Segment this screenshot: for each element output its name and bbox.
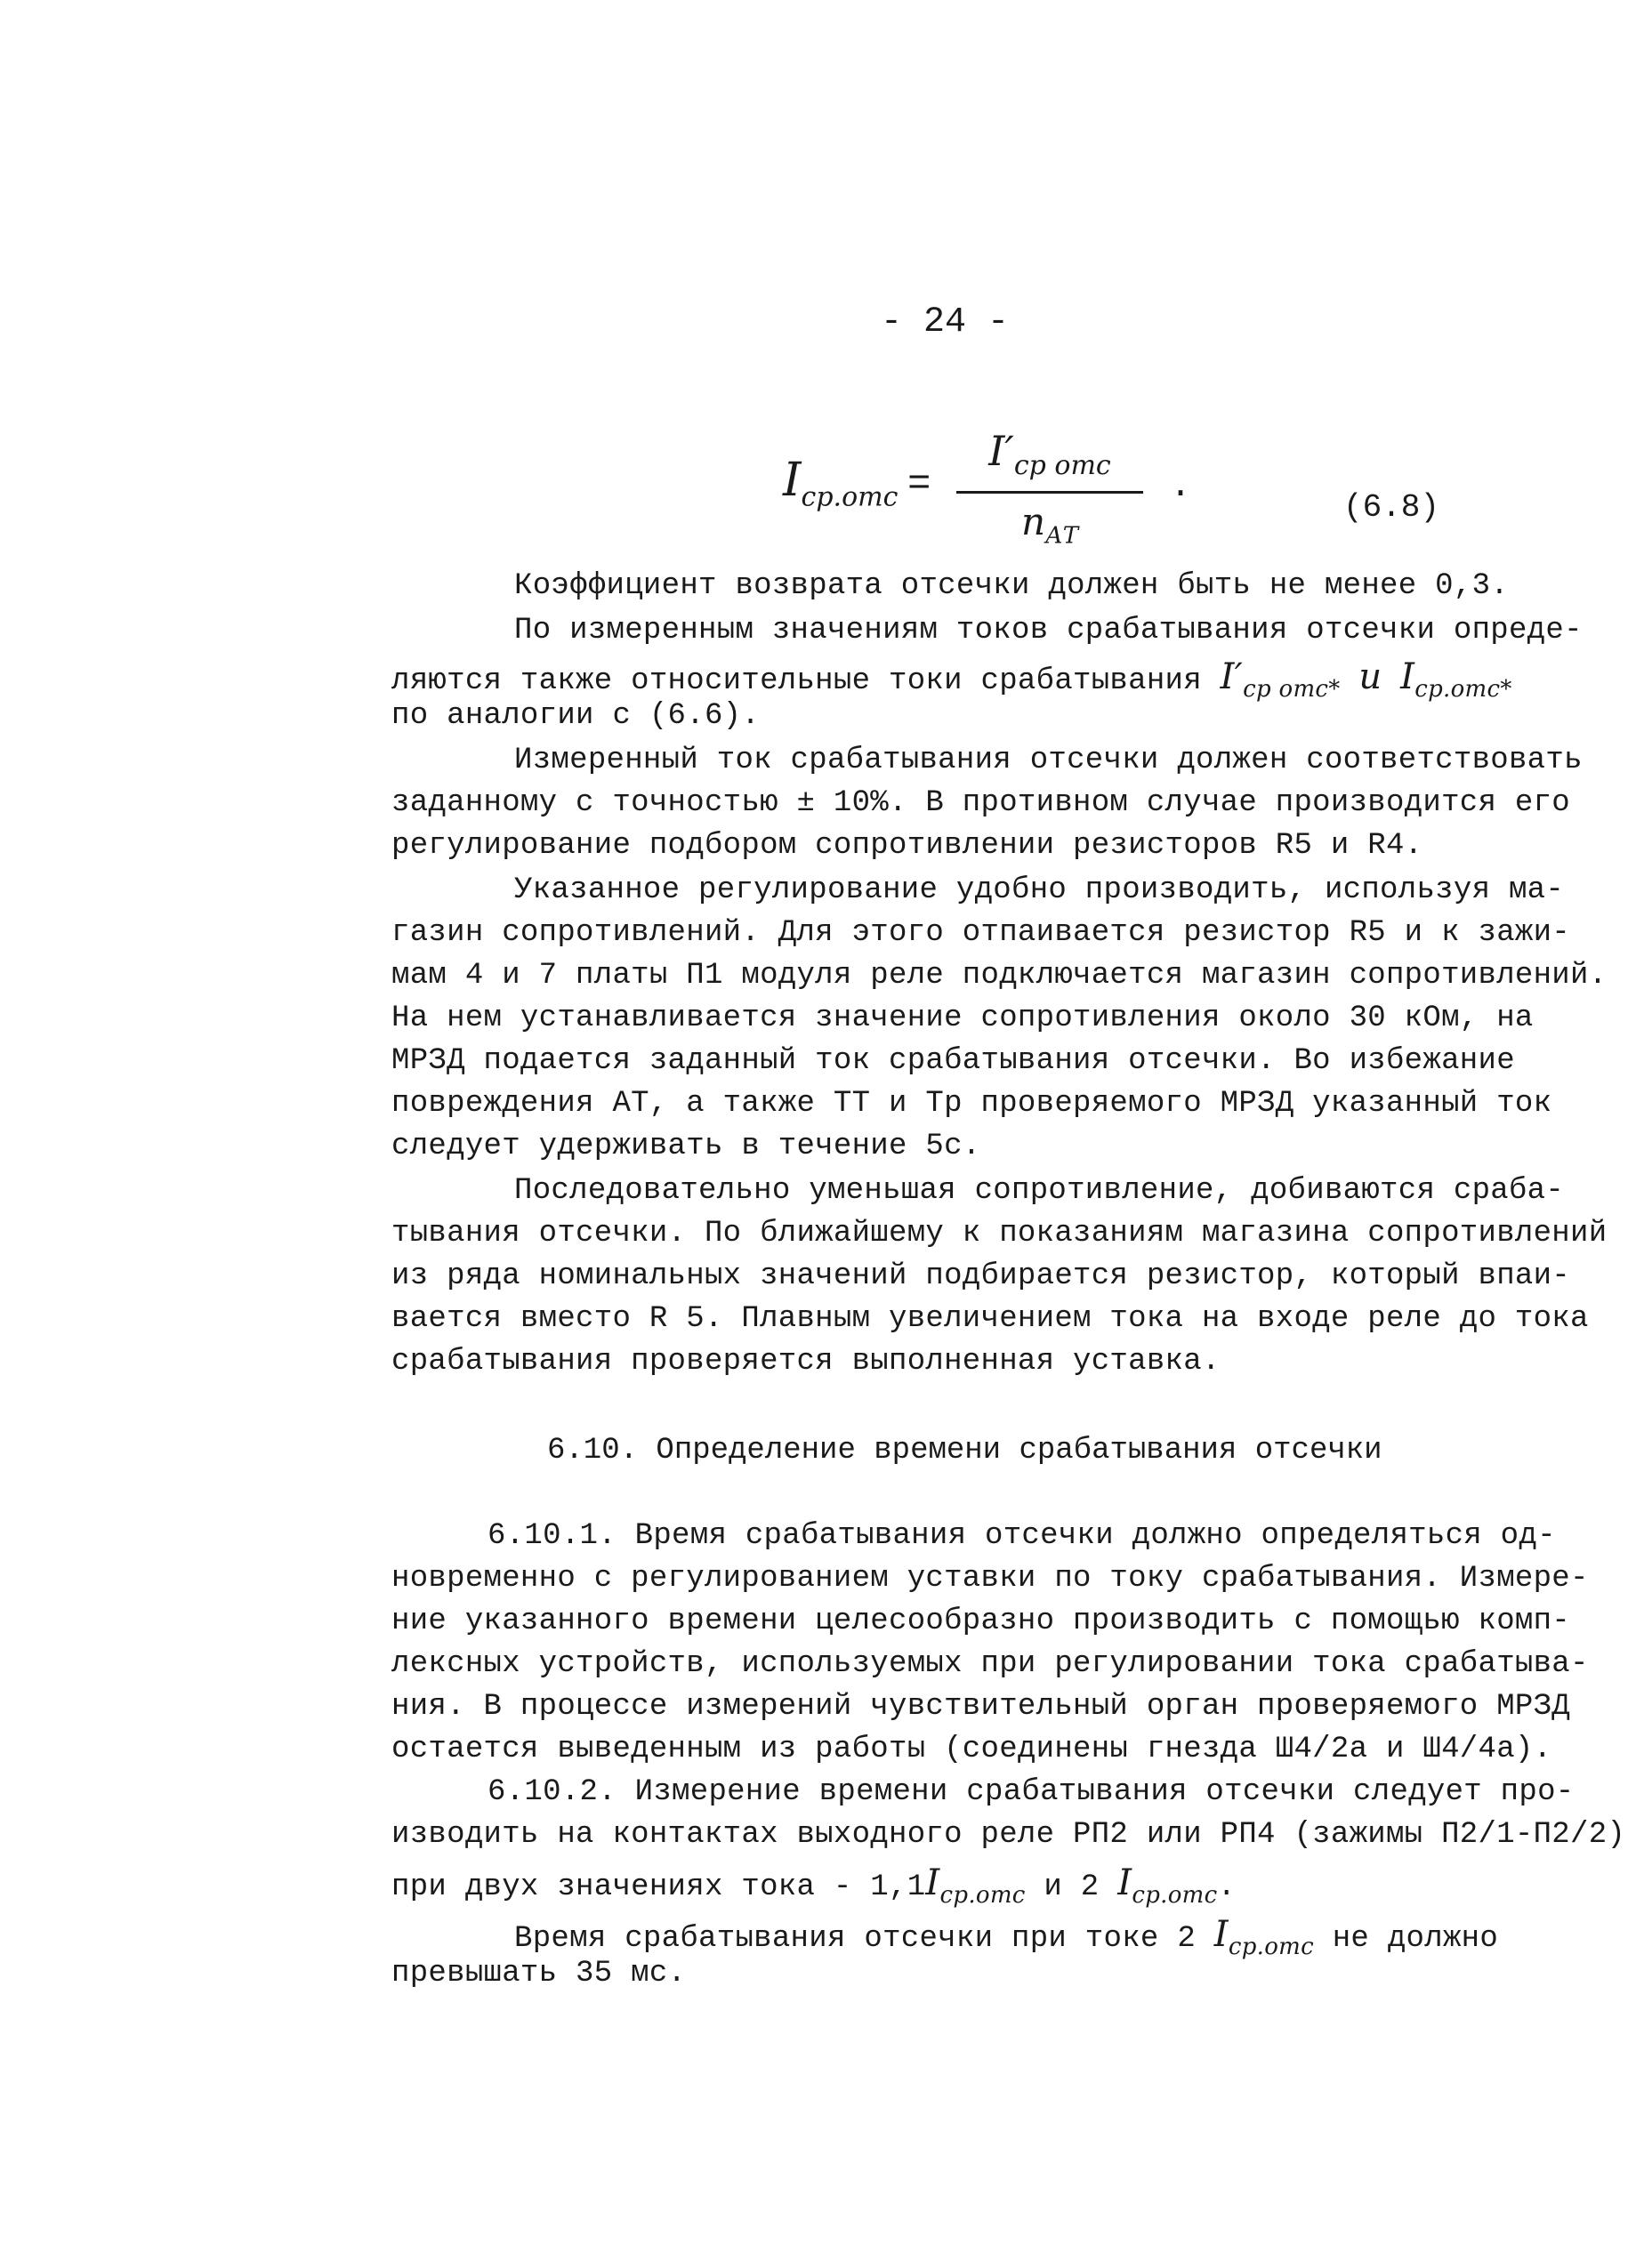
formula-dot: . xyxy=(1170,467,1192,507)
text-line: вается вместо R 5. Плавным увеличением тока на входе реле до тока xyxy=(391,1302,1589,1336)
text-line: срабатывания проверяется выполненная уставка. xyxy=(391,1345,1221,1379)
page-number: - 24 - xyxy=(881,302,1010,342)
text-line: ляются также относительные токи срабатывания $I'_{ср отс*}$ и $I_{ср.отс*}$ xyxy=(391,656,1512,703)
text-line: По измеренным значениям токов срабатывания отсечки опреде- xyxy=(514,614,1583,647)
text-line: Измеренный ток срабатывания отсечки должен соответствовать xyxy=(514,744,1583,777)
text-line: Время срабатывания отсечки при токе 2 $I_{ср.отс}$ не должно xyxy=(514,1914,1499,1960)
text-line: тывания отсечки. По ближайшему к показаниям магазина сопротивлений xyxy=(391,1217,1608,1251)
text-line: 6.10.1. Время срабатывания отсечки должно определяться од- xyxy=(488,1519,1556,1553)
text-line: лексных устройств, используемых при регулировании тока срабатыва- xyxy=(391,1647,1589,1681)
text-line: изводить на контактах выходного реле РП2 или РП4 (зажимы П2/1-П2/2) xyxy=(391,1818,1626,1852)
text-line: газин сопротивлений. Для этого отпаивается резистор R5 и к зажи- xyxy=(391,916,1571,950)
text-line: при двух значениях тока - $1,1I_{ср.отс}$ и 2 $I_{ср.отс}$. xyxy=(391,1862,1237,1909)
text-line: остается выведенным из работы (соединены гнезда Ш4/2а и Ш4/4а). xyxy=(391,1733,1552,1766)
text-line: мам 4 и 7 платы П1 модуля реле подключается магазин сопротивлений. xyxy=(391,959,1608,993)
symbol-i-cp-otc: $I_{ср.отс}$ xyxy=(1213,1914,1314,1960)
text-line: Последовательно уменьшая сопротивление, добиваются сраба- xyxy=(514,1174,1565,1208)
text-line: регулирование подбором сопротивлении резисторов R5 и R4. xyxy=(391,829,1423,863)
text-line: заданному с точностью ± 10%. В противном случае производится его xyxy=(391,786,1571,820)
text-line: На нем устанавливается значение сопротивления около 30 кОм, на xyxy=(391,1001,1534,1035)
text-line: превышать 35 мс. xyxy=(391,1957,687,1991)
text-line: из ряда номинальных значений подбирается резистор, который впаи- xyxy=(391,1259,1571,1293)
text-line: новременно с регулированием уставки по току срабатывания. Измере- xyxy=(391,1562,1589,1596)
fraction-bar xyxy=(956,491,1143,494)
formula-6-8 xyxy=(774,418,1575,560)
formula-lhs: $I_{ср.отс}$ xyxy=(783,454,899,513)
formula-denominator: $n_{АТ}$ xyxy=(1020,500,1079,550)
formula-numerator: $I'_{ср отс}$ xyxy=(988,427,1111,482)
symbol-i-cp-otc: $I_{ср.отс}$ xyxy=(925,1862,1026,1909)
symbol-i-cp-otc: $I_{ср.отс}$ xyxy=(1117,1862,1218,1909)
text-line: Коэффициент возврата отсечки должен быть не менее 0,3. xyxy=(514,569,1509,603)
text-line: повреждения АТ, а также ТТ и Тр проверяемого МРЗД указанный ток xyxy=(391,1087,1552,1121)
symbol-i-prime-cp-otc-star: $I'_{ср отс*}$ xyxy=(1220,656,1341,703)
text-line: МРЗД подается заданный ток срабатывания отсечки. Во избежание xyxy=(391,1044,1515,1078)
symbol-i-cp-otc-star: $I_{ср.отс*}$ xyxy=(1400,656,1512,703)
formula-equals: = xyxy=(907,462,931,507)
text-line: ния. В процессе измерений чувствительный орган проверяемого МРЗД xyxy=(391,1690,1571,1724)
section-heading: 6.10. Определение времени срабатывания отсечки xyxy=(547,1434,1382,1468)
text-line: следует удерживать в течение 5с. xyxy=(391,1130,981,1163)
text-line: по аналогии с (6.6). xyxy=(391,699,761,733)
text-line: 6.10.2. Измерение времени срабатывания отсечки следует про- xyxy=(488,1775,1575,1809)
formula-number: (6.8) xyxy=(1343,489,1440,526)
text-line: ние указанного времени целесообразно производить с помощью комп- xyxy=(391,1604,1571,1638)
text-line: Указанное регулирование удобно производить, используя ма- xyxy=(514,873,1565,907)
